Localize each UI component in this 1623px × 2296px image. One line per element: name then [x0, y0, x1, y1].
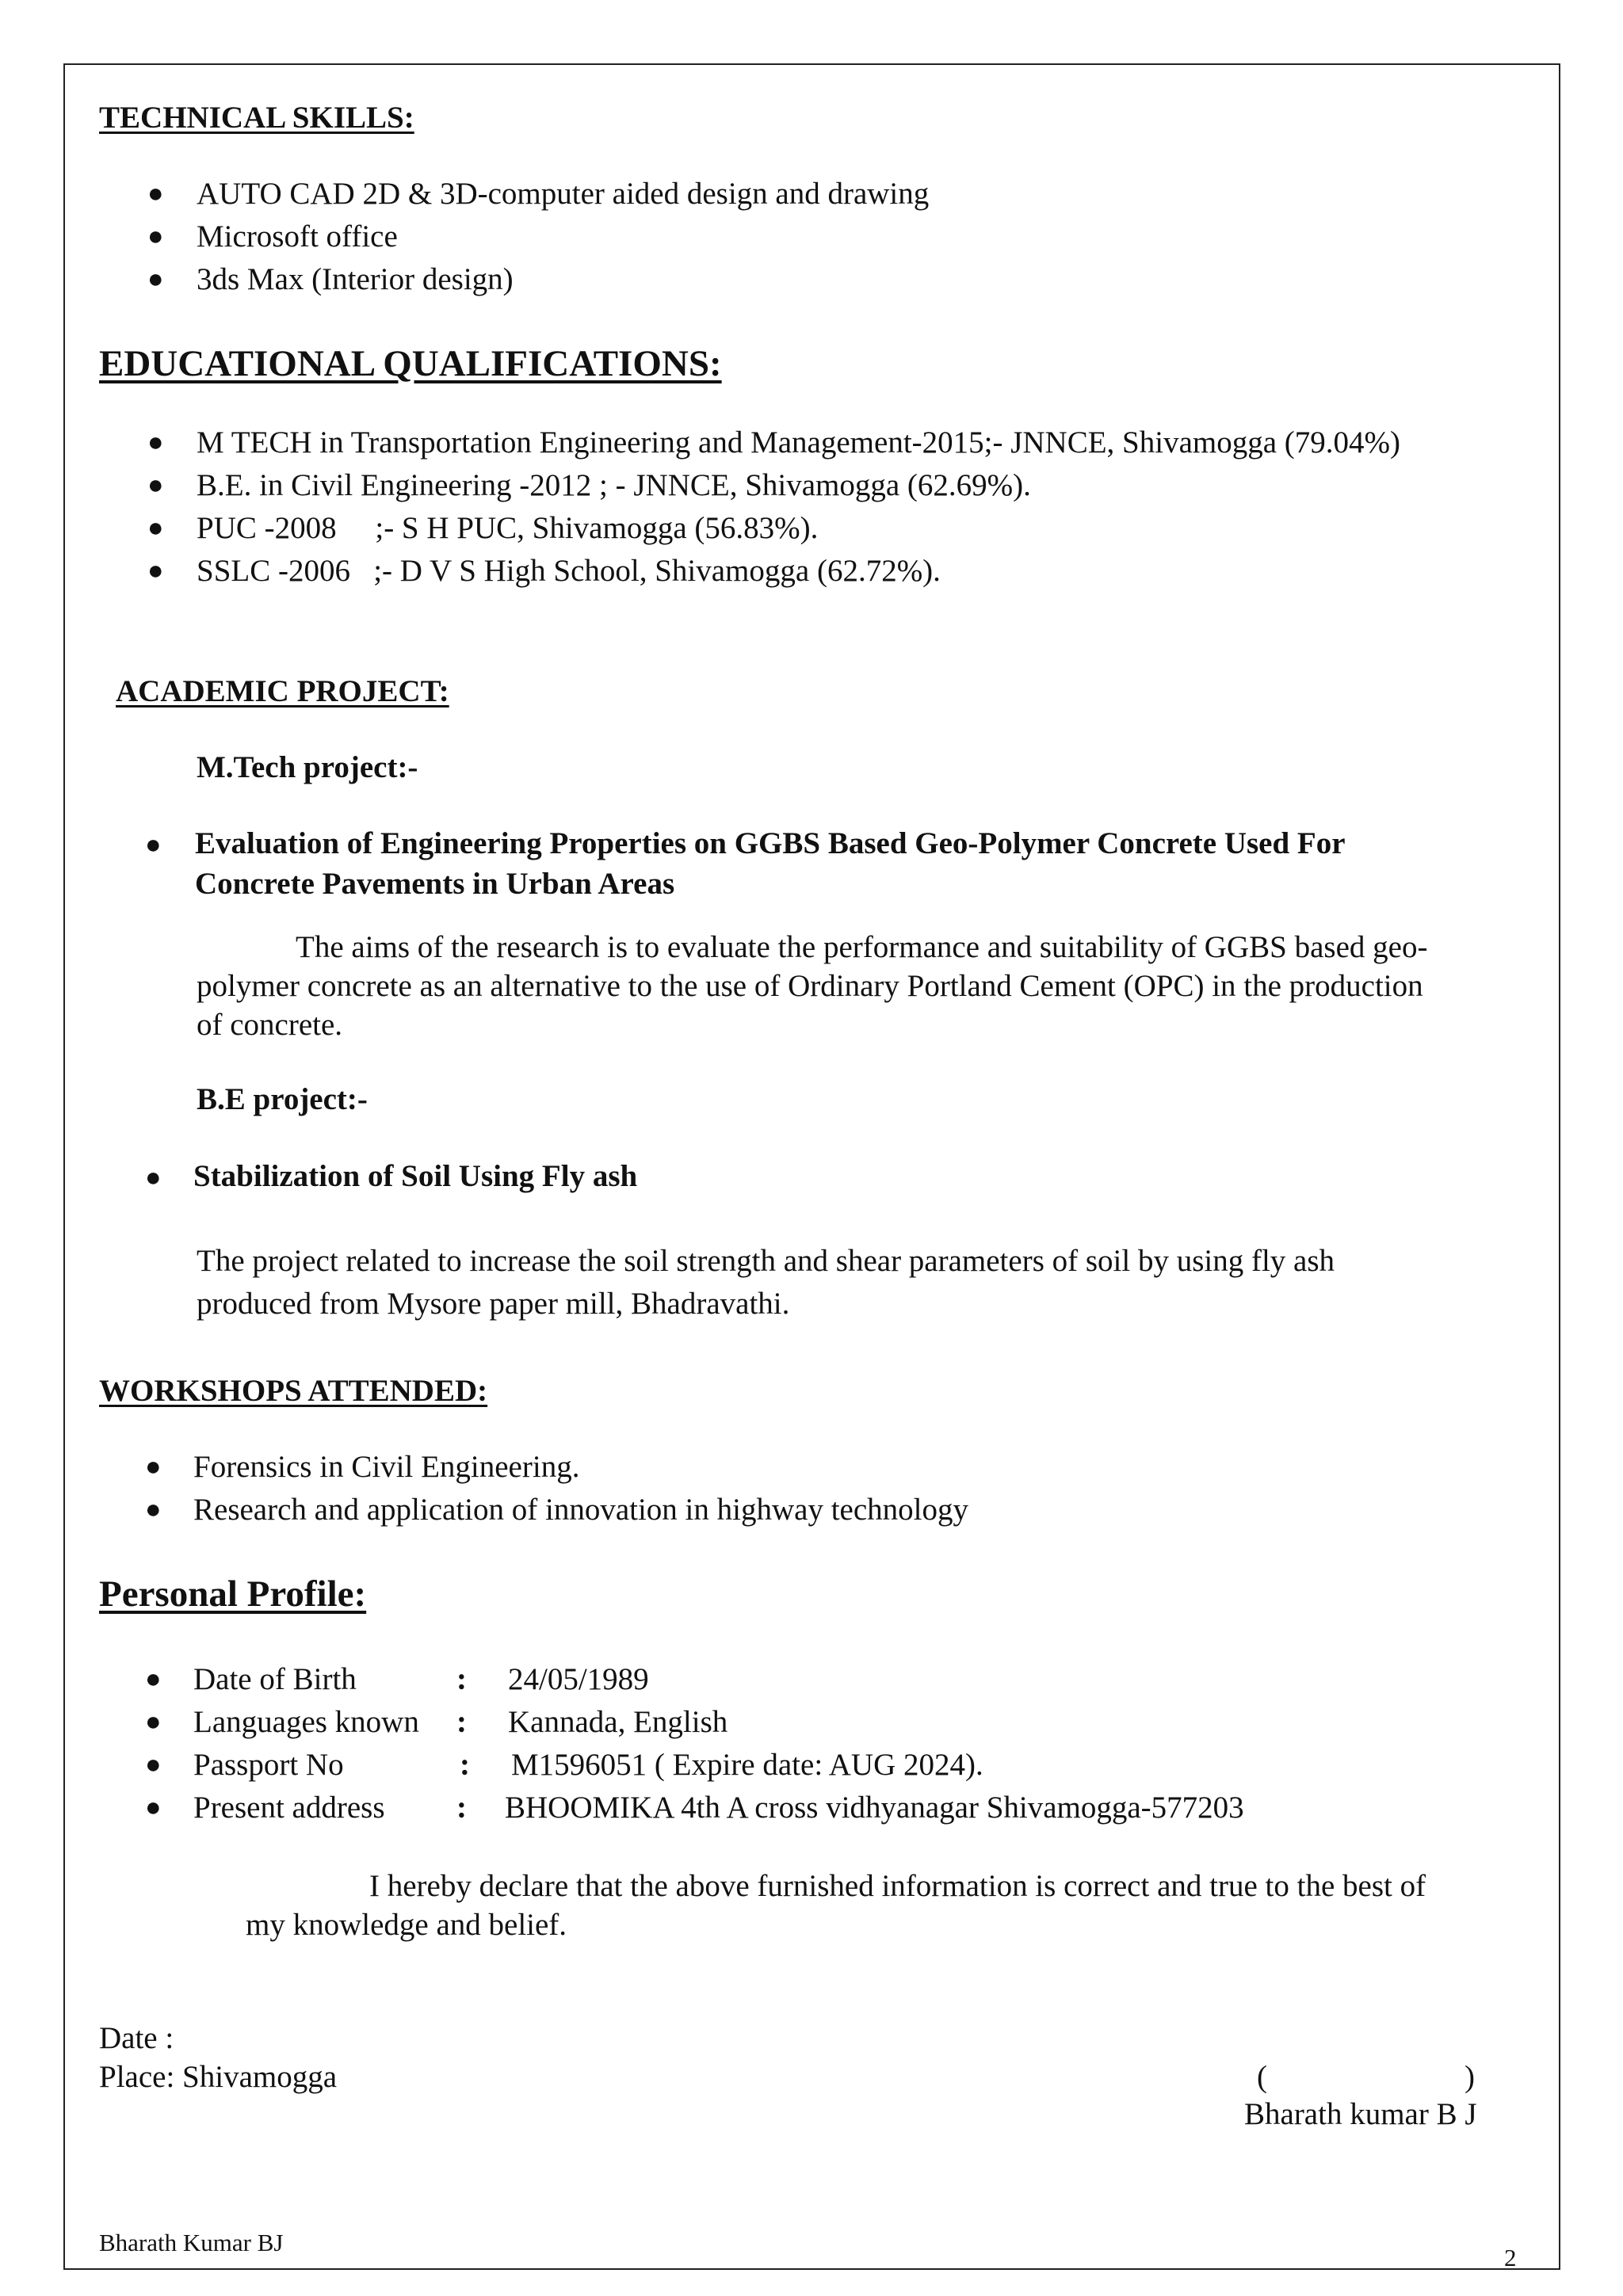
- workshop-item: Forensics in Civil Engineering.: [193, 1450, 580, 1484]
- profile-colon: :: [456, 1791, 467, 1825]
- skill-item: Microsoft office: [197, 219, 398, 254]
- page-number: 2: [1504, 2244, 1517, 2271]
- bullet: ●: [145, 1793, 162, 1822]
- profile-colon: :: [456, 1705, 467, 1739]
- bullet: ●: [147, 265, 164, 294]
- signature-paren-close: ): [1465, 2060, 1475, 2094]
- bullet: ●: [145, 1495, 162, 1524]
- mtech-project-label: M.Tech project:-: [197, 750, 418, 784]
- skill-item: 3ds Max (Interior design): [197, 262, 514, 296]
- skill-item: AUTO CAD 2D & 3D-computer aided design and drawing: [197, 177, 930, 211]
- education-item: PUC -2008 ;- S H PUC, Shivamogga (56.83%).: [197, 511, 819, 545]
- profile-label-languages: Languages known: [193, 1705, 419, 1739]
- footer-name: Bharath Kumar BJ: [99, 2229, 284, 2256]
- bullet: ●: [147, 513, 164, 543]
- profile-colon: :: [456, 1662, 467, 1696]
- profile-label-address: Present address: [193, 1791, 385, 1825]
- personal-profile-heading: Personal Profile:: [99, 1573, 367, 1615]
- profile-colon: :: [460, 1748, 470, 1782]
- profile-label-passport: Passport No: [193, 1748, 344, 1782]
- bullet: ●: [145, 1163, 162, 1192]
- mtech-project-description: The aims of the research is to evaluate the performance and suitability of GGBS based geo-: [296, 930, 1428, 964]
- education-item: B.E. in Civil Engineering -2012 ; - JNNCE, Shivamogga (62.69%).: [197, 468, 1031, 502]
- bullet: ●: [147, 556, 164, 585]
- bullet: ●: [145, 1452, 162, 1482]
- bullet: ●: [147, 222, 164, 251]
- mtech-project-title: Evaluation of Engineering Properties on GGBS Based Geo-Polymer Concrete Used For: [195, 826, 1346, 860]
- profile-value-passport: M1596051 ( Expire date: AUG 2024).: [511, 1748, 983, 1782]
- date-label: Date :: [99, 2021, 174, 2055]
- bullet: ●: [145, 830, 162, 860]
- be-project-label: B.E project:-: [197, 1082, 368, 1116]
- workshop-item: Research and application of innovation in highway technology: [193, 1493, 968, 1527]
- education-item: SSLC -2006 ;- D V S High School, Shivamogga (62.72%).: [197, 554, 941, 588]
- signature-paren-open: (: [1257, 2060, 1267, 2094]
- bullet: ●: [145, 1665, 162, 1694]
- workshops-heading: WORKSHOPS ATTENDED:: [99, 1374, 488, 1408]
- signatory-name: Bharath kumar B J: [1244, 2097, 1477, 2131]
- academic-project-heading: ACADEMIC PROJECT:: [116, 674, 449, 708]
- bullet: ●: [147, 179, 164, 208]
- technical-skills-heading: TECHNICAL SKILLS:: [99, 101, 414, 135]
- bullet: ●: [145, 1750, 162, 1779]
- bullet: ●: [145, 1707, 162, 1737]
- education-heading: EDUCATIONAL QUALIFICATIONS:: [99, 343, 722, 384]
- declaration-text: my knowledge and belief.: [246, 1908, 567, 1942]
- be-project-description: produced from Mysore paper mill, Bhadravathi.: [197, 1287, 790, 1321]
- profile-value-address: BHOOMIKA 4th A cross vidhyanagar Shivamogga-577203: [505, 1791, 1244, 1825]
- profile-label-dob: Date of Birth: [193, 1662, 357, 1696]
- be-project-title: Stabilization of Soil Using Fly ash: [193, 1159, 638, 1193]
- place-label: Place: Shivamogga: [99, 2060, 338, 2094]
- profile-value-languages: Kannada, English: [508, 1705, 728, 1739]
- mtech-project-description: of concrete.: [197, 1008, 343, 1042]
- bullet: ●: [147, 428, 164, 457]
- education-item: M TECH in Transportation Engineering and Management-2015;- JNNCE, Shivamogga (79.04%): [197, 425, 1401, 460]
- be-project-description: The project related to increase the soil strength and shear parameters of soil by using fly ash: [197, 1244, 1335, 1278]
- mtech-project-description: polymer concrete as an alternative to the use of Ordinary Portland Cement (OPC) in the production: [197, 969, 1423, 1003]
- declaration-text: I hereby declare that the above furnished information is correct and true to the best of: [369, 1869, 1426, 1903]
- bullet: ●: [147, 471, 164, 500]
- profile-value-dob: 24/05/1989: [508, 1662, 649, 1696]
- mtech-project-title: Concrete Pavements in Urban Areas: [195, 867, 675, 901]
